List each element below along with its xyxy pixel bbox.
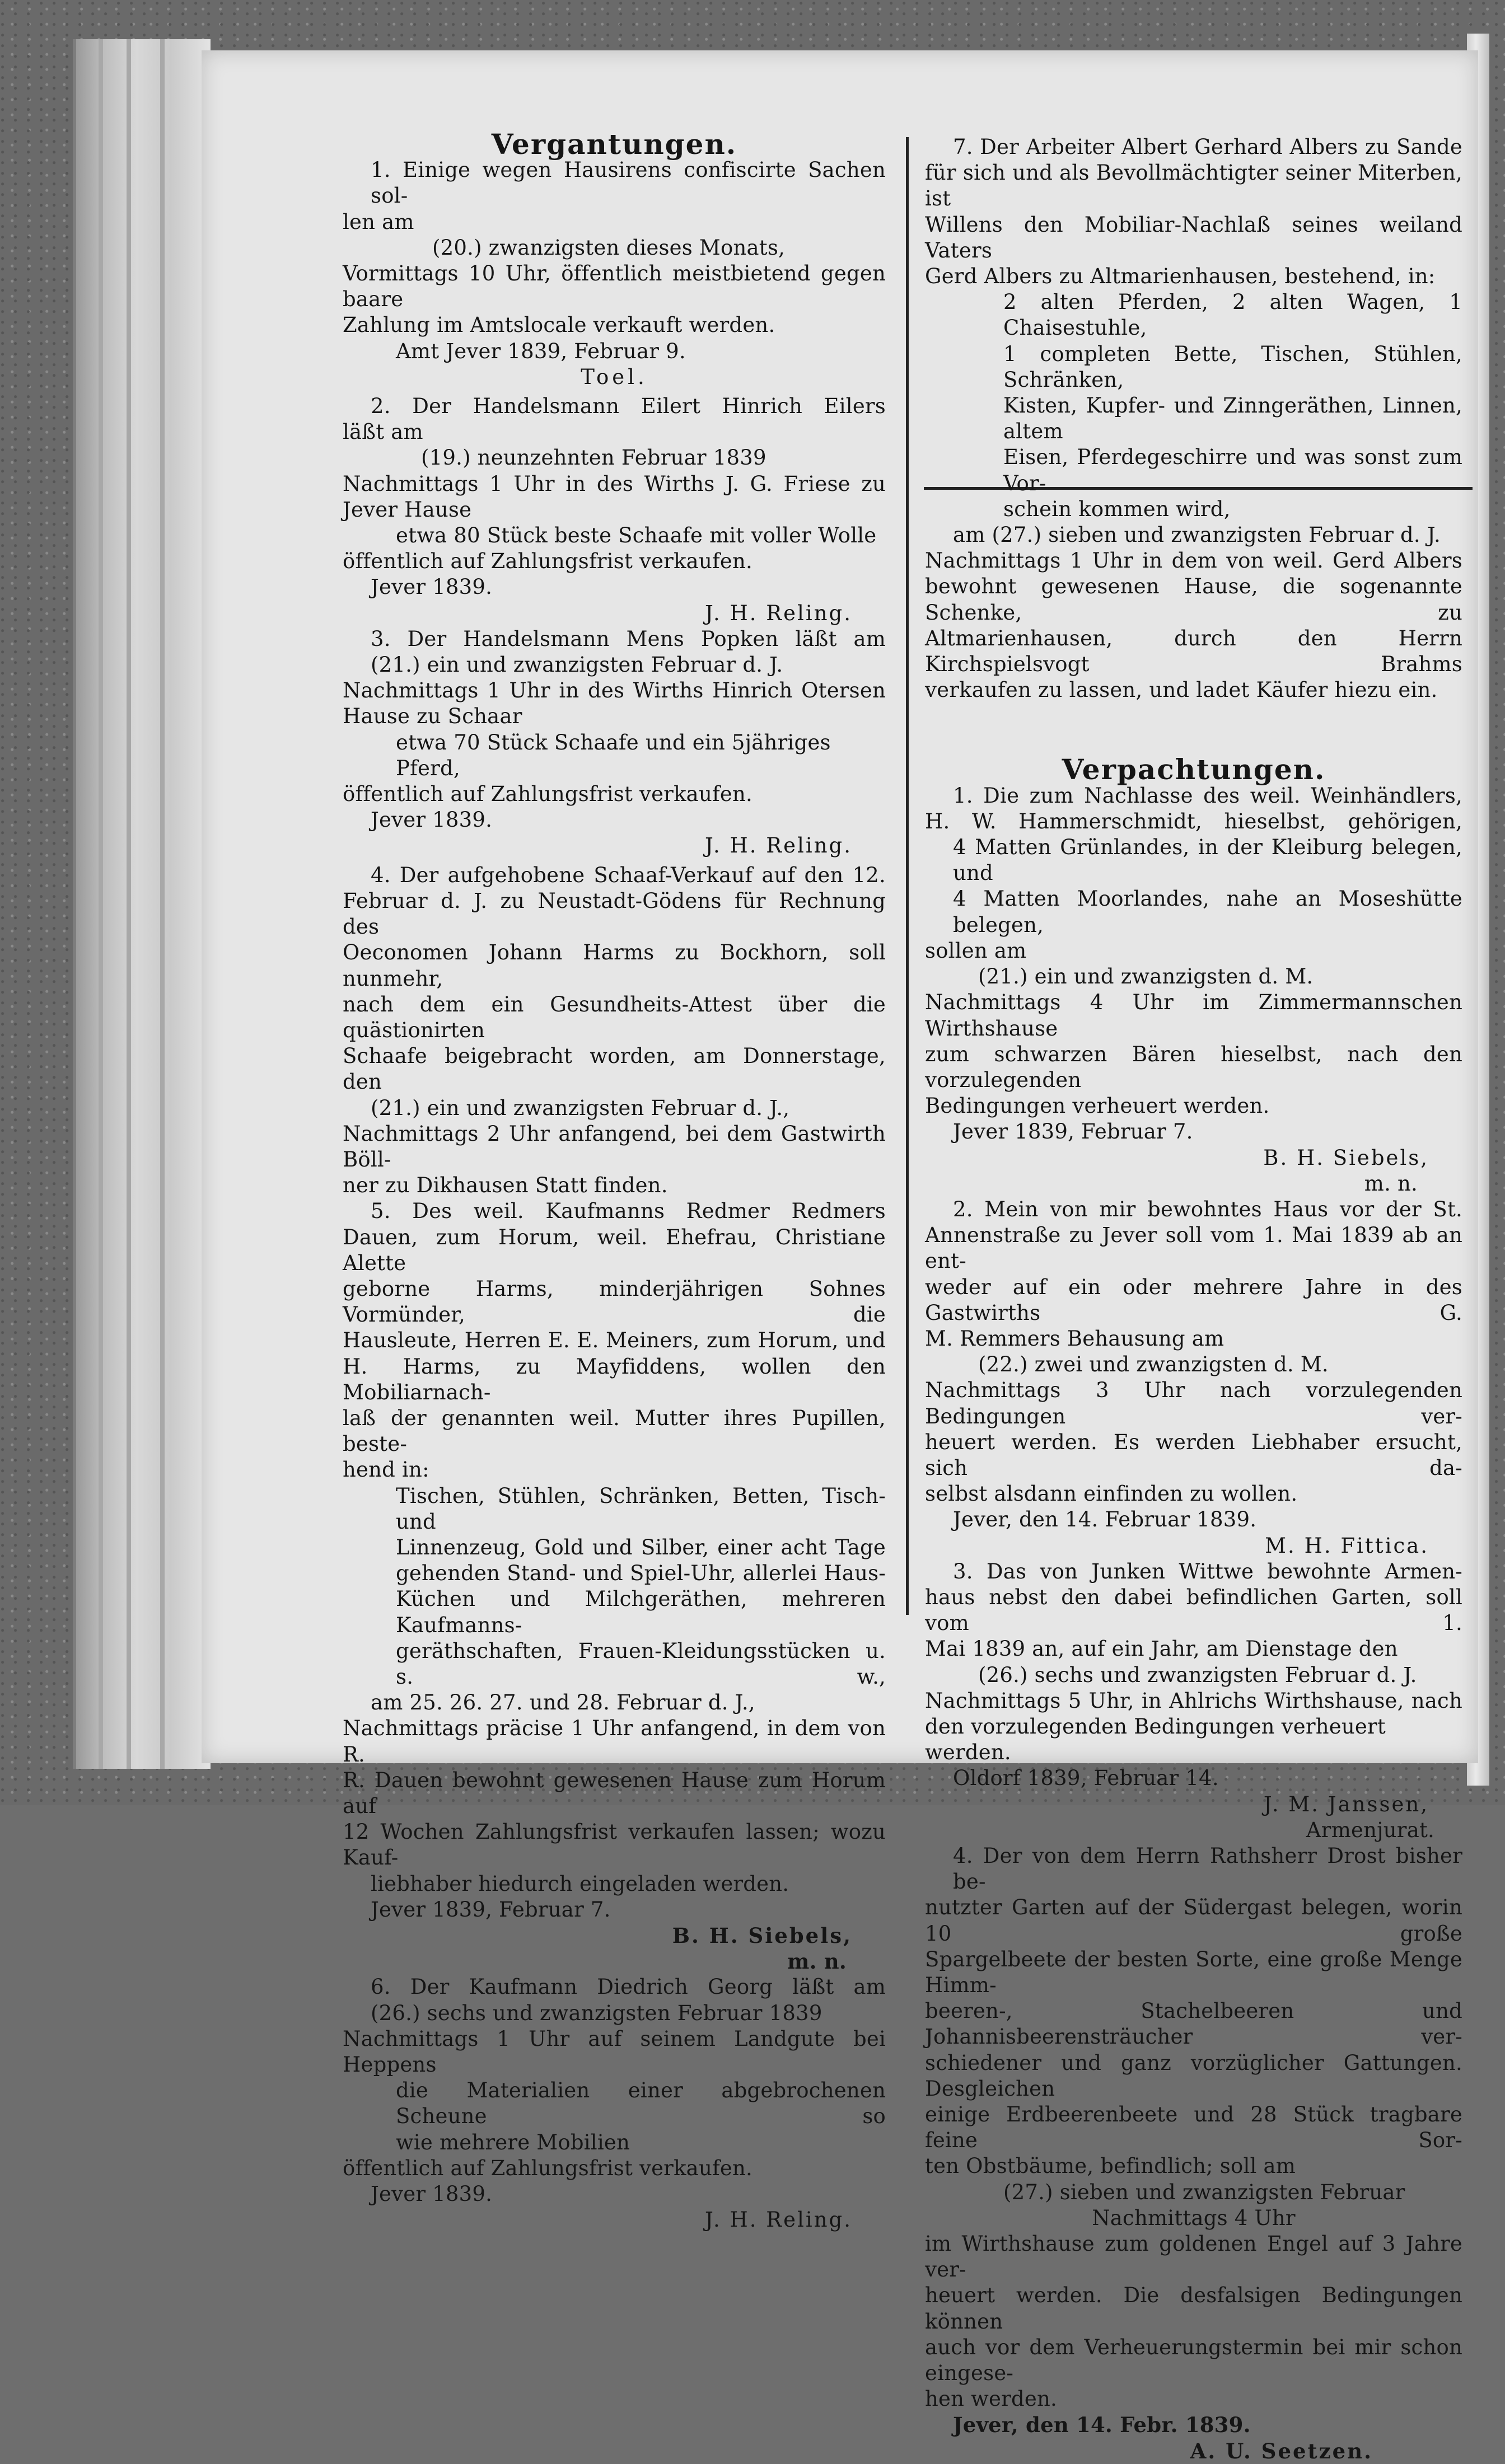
notice-line: 5. Des weil. Kaufmanns Redmer Redmers: [371, 1199, 886, 1224]
notice-line: 3. Der Handelsmann Mens Popken läßt am: [371, 626, 886, 651]
notice-line: 1. Die zum Nachlasse des weil. Weinhändlers,: [953, 783, 1462, 808]
notice-signature: B. H. Siebels,: [1263, 1145, 1429, 1170]
notice-signature: A. U. Seetzen.: [1190, 2438, 1373, 2463]
notice-line: 2. Mein von mir bewohntes Haus vor der St.: [953, 1197, 1462, 1221]
notice-line: sollen am: [925, 938, 1027, 963]
notice-place-date: Jever 1839, Februar 7.: [953, 1119, 1193, 1144]
notice-date-line: (21.) ein und zwanzigsten d. M.: [978, 964, 1314, 989]
notice-line: haus nebst den dabei befindlichen Garten, soll vom 1.: [925, 1585, 1462, 1636]
notice-line: etwa 70 Stück Schaafe und ein 5jähriges Pferd,: [396, 730, 831, 780]
notice-time-line: Nachmittags 4 Uhr: [1092, 2205, 1296, 2230]
notice-signature: J. M. Janssen,: [1263, 1792, 1429, 1816]
notice-line: einige Erdbeerenbeete und 28 Stück tragbare feine Sor-: [925, 2102, 1462, 2153]
notice-line: Nachmittags 1 Uhr auf seinem Landgute bei Heppens: [343, 2026, 886, 2077]
notice-place-date: Oldorf 1839, Februar 14.: [953, 1766, 1219, 1791]
right-column: [925, 134, 1462, 2464]
binding-stripe: [127, 39, 131, 1769]
notice-line: öffentlich auf Zahlungsfrist verkaufen.: [343, 782, 752, 807]
notice-line: heuert werden. Die desfalsigen Bedingungen können: [925, 2283, 1462, 2334]
notice-line: M. Remmers Behausung am: [925, 1326, 1224, 1351]
notice-line: Schaafe beigebracht worden, am Donnerstage, den: [343, 1044, 886, 1094]
notice-place-date: Jever, den 14. Februar 1839.: [953, 1507, 1257, 1532]
notice-line: Vormittags 10 Uhr, öffentlich meistbietend gegen baare: [343, 261, 886, 312]
notice-line: nutzter Garten auf der Südergast belegen, worin 10 große: [925, 1895, 1462, 1946]
book-binding: [73, 39, 211, 1769]
notice-line: Dauen, zum Horum, weil. Ehefrau, Christiane Alette: [343, 1225, 886, 1275]
notice-line: wie mehrere Mobilien: [396, 2130, 630, 2154]
notice-line: Mai 1839 an, auf ein Jahr, am Dienstage den: [925, 1637, 1398, 1661]
notice-signature: J. H. Reling.: [705, 601, 852, 625]
notice-line: schein kommen wird,: [1003, 496, 1231, 521]
notice-place-date: Jever 1839.: [371, 808, 493, 832]
notice-line: Nachmittags 1 Uhr in des Wirths J. G. Friese zu: [343, 471, 886, 496]
notice-line: den vorzulegenden Bedingungen verheuert werden.: [925, 1714, 1386, 1765]
notice-date-line: am (27.) sieben und zwanzigsten Februar d. J.: [953, 523, 1441, 547]
notice-line: für sich und als Bevollmächtigter seiner Miterben, ist: [925, 161, 1462, 211]
notice-line: Hausleute, Herren E. E. Meiners, zum Horum, und: [343, 1328, 886, 1353]
notice-line: laß der genannten weil. Mutter ihres Pupillen, beste-: [343, 1406, 886, 1456]
notice-line: selbst alsdann einfinden zu wollen.: [925, 1482, 1298, 1506]
binding-stripe: [160, 39, 165, 1769]
notice-date-line: am 25. 26. 27. und 28. Februar d. J.,: [371, 1690, 755, 1715]
notice-date-line: (22.) zwei und zwanzigsten d. M.: [978, 1352, 1329, 1377]
notice-line: Nachmittags präcise 1 Uhr anfangend, in dem von R.: [343, 1716, 886, 1767]
column-divider: [906, 137, 909, 1615]
notice-line: Nachmittags 5 Uhr, in Ahlrichs Wirthshause, nach: [925, 1688, 1462, 1713]
notice-line: Willens den Mobiliar-Nachlaß seines weiland Vaters: [925, 212, 1462, 263]
notice-line: Kisten, Kupfer- und Zinngeräthen, Linnen, altem: [1003, 394, 1462, 444]
notice-date-line: (27.) sieben und zwanzigsten Februar: [1003, 2180, 1405, 2204]
notice-line: öffentlich auf Zahlungsfrist verkaufen.: [343, 2156, 752, 2180]
notice-line: bewohnt gewesenen Hause, die sogenannte Schenke, zu: [925, 574, 1462, 625]
notice-line: Gerd Albers zu Altmarienhausen, bestehend, in:: [925, 264, 1436, 289]
notice-line: Nachmittags 1 Uhr in dem von weil. Gerd Albers: [925, 549, 1462, 573]
notice-line: Zahlung im Amtslocale verkauft werden.: [343, 313, 775, 338]
notice-line: Linnenzeug, Gold und Silber, einer acht Tage: [396, 1535, 886, 1559]
notice-place-date: Jever, den 14. Febr. 1839.: [953, 2413, 1251, 2438]
left-column: [343, 128, 886, 2233]
notice-line: Annenstraße zu Jever soll vom 1. Mai 1839 ab an ent-: [925, 1223, 1462, 1273]
notice-line: 1. Einige wegen Hausirens confiscirte Sachen sol-: [371, 158, 886, 208]
notice-signature: J. H. Reling.: [705, 833, 852, 858]
notice-line: nach dem ein Gesundheits-Attest über die quästionirten: [343, 992, 886, 1042]
notice-line: etwa 80 Stück beste Schaafe mit voller Wolle: [396, 523, 877, 548]
notice-line: Nachmittags 3 Uhr nach vorzulegenden Bedingungen ver-: [925, 1378, 1462, 1428]
notice-line: 4 Matten Moorlandes, nahe an Moseshütte belegen,: [953, 887, 1462, 937]
notice-line: Eisen, Pferdegeschirre und was sonst zum Vor-: [1003, 445, 1462, 495]
notice-line: ten Obstbäume, befindlich; soll am: [925, 2154, 1296, 2179]
notice-line: beeren-, Stachelbeeren und Johannisbeerensträucher ver-: [925, 1999, 1462, 2049]
notice-line: H. W. Hammerschmidt, hieselbst, gehörigen,: [925, 809, 1462, 833]
notice-line: Nachmittags 1 Uhr in des Wirths Hinrich Otersen: [343, 678, 886, 703]
notice-date-line: (21.) ein und zwanzigsten Februar d. J.,: [371, 1095, 790, 1120]
notice-signature: B. H. Siebels,: [672, 1923, 852, 1948]
notice-line: Küchen und Milchgeräthen, mehreren Kaufmanns-: [396, 1587, 886, 1637]
notice-line: heuert werden. Es werden Liebhaber ersucht, sich da-: [925, 1430, 1462, 1480]
notice-line: Bedingungen verheuert werden.: [925, 1094, 1270, 1118]
notice-place-date: Amt Jever 1839, Februar 9.: [396, 339, 686, 363]
notice-line: len am: [343, 209, 414, 234]
notice-line: 2. Der Handelsmann Eilert Hinrich Eilers: [371, 394, 886, 419]
notice-line: ner zu Dikhausen Statt finden.: [343, 1173, 668, 1198]
notice-line: 4 Matten Grünlandes, in der Kleiburg belegen, und: [953, 835, 1462, 886]
notice-line: Altmarienhausen, durch den Herrn Kirchspielsvogt Brahms: [925, 626, 1462, 677]
notice-line: Jever Hause: [343, 497, 472, 522]
notice-line: 1 completen Bette, Tischen, Stühlen, Schränken,: [1003, 341, 1462, 392]
notice-line: geborne Harms, minderjährigen Sohnes Vormünder, die: [343, 1276, 886, 1327]
notice-line: 4. Der von dem Herrn Rathsherr Drost bisher be-: [953, 1844, 1462, 1894]
notice-line: 4. Der aufgehobene Schaaf-Verkauf auf den 12.: [371, 863, 886, 887]
notice-line: die Materialien einer abgebrochenen Scheune so: [396, 2078, 886, 2129]
notice-line: R. Dauen bewohnt gewesenen Hause zum Horum auf: [343, 1768, 886, 1818]
notice-line: 7. Der Arbeiter Albert Gerhard Albers zu Sande: [953, 135, 1462, 159]
notice-line: hend in:: [343, 1458, 429, 1482]
notice-line: Nachmittags 4 Uhr im Zimmermannschen Wirthshause: [925, 990, 1462, 1041]
notice-line: Hause zu Schaar: [343, 704, 522, 729]
notice-line: zum schwarzen Bären hieselbst, nach den vorzulegenden: [925, 1042, 1462, 1092]
notice-date-line: (19.) neunzehnten Februar 1839: [421, 446, 766, 470]
notice-date-line: (26.) sechs und zwanzigsten Februar 1839: [371, 2001, 822, 2025]
notice-line: gehenden Stand- und Spiel-Uhr, allerlei Haus-: [396, 1561, 886, 1586]
notice-signature-suffix: m. n.: [1364, 1171, 1418, 1196]
notice-signature: Toel.: [581, 364, 648, 389]
notice-place-date: Jever 1839, Februar 7.: [371, 1897, 611, 1922]
section-heading-vergantungen: Vergantungen.: [491, 128, 737, 161]
notice-signature-title: Armenjurat.: [1306, 1817, 1434, 1842]
notice-line: läßt am: [343, 420, 423, 444]
notice-date-line: (21.) ein und zwanzigsten Februar d. J.: [371, 653, 783, 677]
notice-line: Tischen, Stühlen, Schränken, Betten, Tisch- und: [396, 1483, 886, 1534]
notice-line: 12 Wochen Zahlungsfrist verkaufen lassen; wozu Kauf-: [343, 1820, 886, 1870]
notice-place-date: Jever 1839.: [371, 575, 493, 599]
notice-signature-suffix: m. n.: [787, 1949, 847, 1974]
section-heading-verpachtungen: Verpachtungen.: [1062, 753, 1326, 786]
notice-date-line: (26.) sechs und zwanzigsten Februar d. J.: [978, 1662, 1417, 1687]
notice-line: geräthschaften, Frauen-Kleidungsstücken u. s. w.,: [396, 1638, 886, 1689]
notice-line: Februar d. J. zu Neustadt-Gödens für Rechnung des: [343, 888, 886, 939]
notice-place-date: Jever 1839.: [371, 2182, 493, 2207]
notice-line: weder auf ein oder mehrere Jahre in des Gastwirths G.: [925, 1275, 1462, 1325]
notice-line: 2 alten Pferden, 2 alten Wagen, 1 Chaisestuhle,: [1003, 290, 1462, 340]
notice-signature: J. H. Reling.: [705, 2208, 852, 2232]
notice-line: im Wirthshause zum goldenen Engel auf 3 Jahre ver-: [925, 2232, 1462, 2282]
notice-line: 3. Das von Junken Wittwe bewohnte Armen-: [953, 1559, 1462, 1584]
notice-line: H. Harms, zu Mayfiddens, wollen den Mobiliarnach-: [343, 1354, 886, 1404]
notice-line: schiedener und ganz vorzüglicher Gattungen. Desgleichen: [925, 2050, 1462, 2101]
notice-line: liebhaber hiedurch eingeladen werden.: [371, 1871, 789, 1896]
notice-line: Nachmittags 2 Uhr anfangend, bei dem Gastwirth Böll-: [343, 1121, 886, 1172]
notice-line: auch vor dem Verheuerungstermin bei mir schon eingese-: [925, 2335, 1462, 2386]
notice-line: Spargelbeete der besten Sorte, eine große Menge Himm-: [925, 1947, 1462, 1998]
notice-line: verkaufen zu lassen, und ladet Käufer hiezu ein.: [925, 678, 1438, 702]
notice-line: öffentlich auf Zahlungsfrist verkaufen.: [343, 549, 752, 574]
notice-line: Oeconomen Johann Harms zu Bockhorn, soll nunmehr,: [343, 940, 886, 991]
notice-line: 6. Der Kaufmann Diedrich Georg läßt am: [371, 1975, 886, 1999]
notice-line: hen werden.: [925, 2387, 1057, 2411]
notice-signature: M. H. Fittica.: [1265, 1533, 1429, 1558]
notice-date-line: (20.) zwanzigsten dieses Monats,: [432, 235, 785, 260]
binding-stripe: [99, 39, 103, 1769]
